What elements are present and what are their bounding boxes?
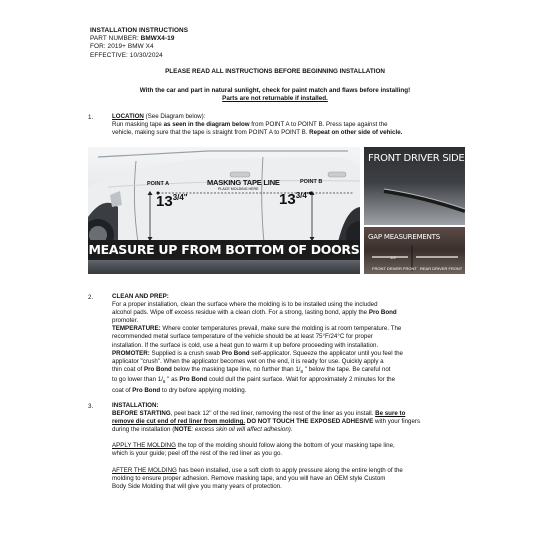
vehicle-fitment: FOR: 2019+ BMW X4 [90, 43, 154, 51]
document-title: INSTALLATION INSTRUCTIONS [90, 27, 189, 34]
section-3-heading: INSTALLATION: [112, 402, 159, 409]
measure-banner: MEASURE UP FROM BOTTOM OF DOORS [88, 240, 360, 260]
not-returnable-note: Parts are not returnable if installed. [222, 95, 328, 102]
temperature-line-1: TEMPERATURE: Where cooler temperatures prevail, make sure the molding is at room temperature. The [112, 325, 402, 333]
gap-value: 1/4" [390, 255, 397, 260]
measurement-b: $13^{3/4"}$ [279, 191, 311, 208]
before-starting-line-1: BEFORE STARTING, peel back 12" of the red liner, removing the rest of the liner as you install. Be sure to [112, 410, 406, 418]
promoter-line-1: PROMOTER: Supplied is a crush swab Pro Bond self-applicator. Squeeze the applicator until you feel the [112, 349, 403, 357]
section-3-number: 3. [88, 403, 94, 410]
section-1-line-1: Run masking tape as seen in the diagram below from POINT A to POINT B. Press tape against the [112, 121, 388, 129]
apply-line-1: APPLY THE MOLDING the top of the molding should follow along the bottom of your masking tape line, [112, 442, 395, 450]
sunlight-note: With the car and part in natural sunlight, check for paint match and flaws before installing! [139, 87, 411, 94]
document-header [90, 27, 188, 60]
promoter-line-5: coat of Pro Bond to dry before applying molding. [112, 386, 247, 394]
section-2 [112, 293, 467, 395]
place-molding-label: PLACE MOLDING HERE [218, 187, 259, 191]
spacer [112, 434, 467, 442]
after-line-3: Body Side Molding that will give you many years of protection. [112, 482, 282, 490]
gap-measurements-photo [364, 227, 465, 274]
effective-date: EFFECTIVE: 10/30/2024 [90, 51, 163, 59]
promoter-line-3: thin coat of Pro Bond below the masking tape line, no further than $1/_8$ " below the tape. Be careful not [112, 365, 391, 375]
section-3 [112, 402, 467, 491]
before-starting-line-2: remove die cut end of red liner from molding. DO NOT TOUCH THE EXPOSED ADHESIVE with your fingers [112, 418, 421, 426]
tape-line-label: MASKING TAPE LINE [207, 178, 280, 187]
point-a-label: POINT A [147, 181, 170, 187]
gap-measurements-label: GAP MEASUREMENTS [368, 233, 440, 241]
front-driver-side-photo [364, 147, 465, 225]
section-2-p1-line3: promoter. [112, 317, 139, 325]
temperature-line-3: installation. If the surface is cold, use a heat gun to warm it up before proceeding with installation. [112, 341, 379, 349]
front-driver-side-label: FRONT DRIVER SIDE [368, 153, 465, 164]
spacer [112, 459, 467, 467]
section-1 [112, 113, 467, 137]
gap-left-label: FRONT DRIVER FRONT [372, 266, 417, 271]
section-2-heading: CLEAN AND PREP: [112, 293, 169, 300]
section-1-line-2: vehicle, making sure that the tape is straight from POINT A to POINT B. Repeat on other side of vehicle. [112, 129, 403, 137]
after-line-1: AFTER THE MOLDING has been installed, use a soft cloth to apply pressure along the entire length of the [112, 466, 403, 474]
promoter-line-4: to go lower than $1/_8$ " as Pro Bond could dull the paint surface. Wait for approximately 2 minutes for the [112, 376, 396, 385]
apply-line-2: which is your guide; peel off the rest of the red liner as you go. [112, 450, 283, 458]
gap-right-label: REAR DRIVER FRONT [420, 266, 463, 271]
section-2-p1-line2: alcohol pads. Wipe off excess residue with a clean cloth. For a strong, lasting bond, apply the Pro Bond [112, 309, 397, 317]
temperature-line-2: recommended metal surface temperature of the vehicle should be at least 75°F/24°C for proper [112, 333, 373, 341]
promoter-line-2: applicator "crush". When the applicator becomes wet on the end, it is ready for use. Quickly apply a [112, 357, 384, 365]
after-line-2: molding to ensure proper adhesion. Remove masking tape, and you will have an OEM style Custom [112, 474, 386, 482]
measurement-a: $13^{3/4"}$ [156, 193, 188, 210]
read-all-notice: PLEASE READ ALL INSTRUCTIONS BEFORE BEGINNING INSTALLATION [165, 68, 385, 75]
section-1-number: 1. [88, 114, 94, 121]
section-2-number: 2. [88, 294, 94, 301]
point-b-label: POINT B [300, 179, 323, 185]
section-1-heading: LOCATION (See Diagram below): [112, 113, 206, 120]
part-number: PART NUMBER: BMWX4-19 [90, 35, 175, 43]
section-2-p1-line1: For a proper installation, clean the surface where the molding is to be installed using the included [112, 301, 378, 309]
before-starting-line-3: during the installation (NOTE: excess skin oil will affect adhesion). [112, 426, 293, 434]
molding-closeup-illustration [364, 147, 465, 225]
